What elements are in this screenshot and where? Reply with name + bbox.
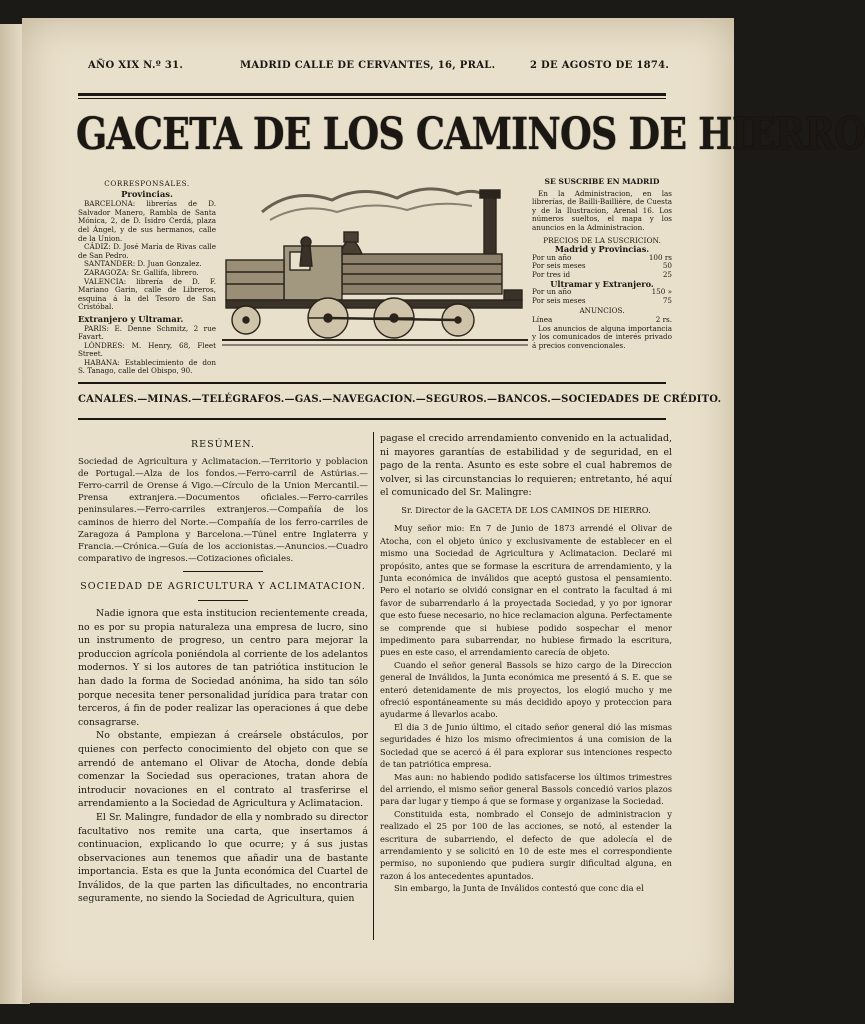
article-intro: pagase el crecido arrendamiento convenido en la actualidad, ni mayores garantías de estabilidad y de seguridad, en el pago de la renta. Asunto es este sobre el cual habremos de volver, si las circunstancias lo requieren; entretanto, hé aquí el comunicado del Sr. Malingre:	[380, 433, 672, 499]
price-row: Por seis meses 75	[532, 295, 672, 305]
letter-paragraph: Mas aun: no habiendo podido satisfacerse los últimos trimestres del arriendo, el mismo señor general Bassols concedió varios plazos para dar lugar y tiempo á que se formase y organizase la Sociedad.	[380, 771, 672, 807]
correspondents-heading: CORRESPONSALES.	[104, 179, 190, 188]
correspondents-box	[78, 180, 216, 376]
subscription-box	[532, 178, 672, 350]
letter-greeting: Sr. Director de la GACETA DE LOS CAMINOS DE HIERRO.	[401, 504, 651, 515]
article-heading: SOCIEDAD DE AGRICULTURA Y ACLIMATACION.	[80, 581, 366, 593]
topics-rule-top	[78, 382, 666, 384]
provinces-heading: Provincias.	[121, 188, 173, 199]
correspondent-entry: ZARAGOZA: Sr. Gallifa, librero.	[84, 267, 199, 277]
ads-heading: ANUNCIOS.	[579, 306, 625, 316]
resumen-text: Sociedad de Agricultura y Aclimatacion.—Territorio y poblacion de Portugal.—Alza de los fondos.—Ferro-carril de Astúrias.—Ferro-carril de Orense á Vigo.—Círculo de la Union Mercantil.—Prensa extranjera.—Documentos oficiales.—Ferro-carriles peninsulares.—Ferro-carriles extranjeros.—Compañía de los caminos de hierro del Norte.—Compañía de los ferro-carriles de Zaragoza á Pamplona y Barcelona.—Túnel entre Inglaterra y Francia.—Crónica.—Guía de los accionistas.—Anuncios.—Cuadro comparativo de ingresos.—Cotizaciones oficiales.	[78, 456, 368, 565]
price-row: Por seis meses 50	[532, 261, 672, 271]
price-row: Por un año 100 rs	[532, 252, 672, 262]
correspondent-entry: LÓNDRES: M. Henry, 68, Fleet Street.	[78, 340, 216, 359]
price-row: Por tres id 25	[532, 269, 672, 279]
correspondent-entry: HABANA: Establecimiento de don S. Tanago, calle del Obispo, 90.	[78, 357, 216, 376]
topics-line: CANALES.—MINAS.—TELÉGRAFOS.—GAS.—NAVEGACION.—SEGUROS.—BANCOS.—SOCIEDADES DE CRÉDITO.	[78, 394, 722, 405]
topics-rule-bottom	[78, 418, 666, 420]
correspondent-entry: SANTANDER: D. Juan Gonzalez.	[84, 259, 202, 269]
resumen-heading: RESÚMEN.	[191, 439, 255, 450]
subscription-text: En la Administracion, en las librerías, de Bailli-Baillière, de Cuesta y de la Ilustracion, Arenal 16. Los números sueltos, el mapa y los anuncios en la Administracion.	[532, 188, 672, 232]
issue-number: AÑO XIX N.º 31.	[88, 60, 184, 71]
abroad-prices-heading: Ultramar y Extranjero.	[550, 278, 654, 289]
column-divider	[373, 432, 374, 940]
prices-heading: PRECIOS DE LA SUSCRICION.	[543, 235, 661, 245]
madrid-prices-heading: Madrid y Provincias.	[554, 244, 650, 255]
top-rule-thin	[78, 98, 666, 99]
right-body-column	[380, 432, 672, 895]
locomotive-engraving	[222, 182, 528, 354]
correspondent-entry: VALENCIA: librería de D. F. Mariano Garin, calle de Libreros, esquina á la del Tesoro de San Cristóbal.	[78, 276, 216, 312]
left-body-column	[78, 432, 368, 906]
newspaper-title: GACETA DE LOS CAMINOS DE HIERRO	[76, 109, 865, 160]
article-paragraph: No obstante, empiezan á creársele obstáculos, por quienes con perfecto conocimiento del objeto con que se arrendó de antemano el Olivar de Atocha, donde debía comenzar la Sociedad sus operaciones, tratan ahora de introducir novaciones en el contrato al trasferirse el arrendamiento a la Sociedad de Agricultura y Aclimatacion.	[78, 730, 368, 810]
divider	[183, 571, 263, 572]
address: MADRID CALLE DE CERVANTES, 16, PRAL.	[240, 60, 496, 71]
correspondent-entry: PARIS: E. Denne Schmitz, 2 rue Favart.	[78, 323, 216, 342]
letter-paragraph: Muy señor mio: En 7 de Junio de 1873 arrendé el Olivar de Atocha, con el objeto único y exclusivamente de establecer en el mismo una Sociedad de Agricultura y Aclimatacion. Declaré mi propósito, antes que se formase la escritura de arrendamiento, y la Junta económica de inválidos que aceptó gustosa el pensamiento. Pero el notario se olvidó consignar en el contrato la facultad á mi favor de subarrendarlo á la proyectada Sociedad, y yo por ignorar que esto fuese necesario, no hice reclamacion alguna. Perfectamente se comprende que si hubiese podido sospechar el menor impedimento para subarrendar, no hubiese firmado la escritura, pues en este caso, el arrendamiento carecía de objeto.	[380, 523, 672, 658]
correspondent-entry: BARCELONA: librerías de D. Salvador Manero, Rambla de Santa Mónica, 2, de D. Isidro Cerdá, plaza del Ángel, y de sus hermanos, calle de la Union.	[78, 199, 216, 243]
top-rule	[78, 93, 666, 96]
ads-text: Los anuncios de alguna importancia y los comunicados de interés privado á precios convencionales.	[532, 323, 672, 350]
letter-paragraph: El dia 3 de Junio último, el citado señor general dió las mismas seguridades é hizo los mismo ofrecimientos á una comision de la Sociedad que se acercó á él para explorar sus intenciones respecto de tan patriótica empresa.	[380, 721, 672, 770]
letter-paragraph: Cuando el señor general Bassols se hizo cargo de la Direccion general de Inválidos, la Junta económica me presentó á S. E. que se enteró detenidamente de mis proyectos, los elogió mucho y me ofreció espontáneamente su más decidido apoyo y proteccion para ayudarme á llevarlos acabo.	[380, 659, 672, 720]
letter-paragraph: Sin embargo, la Junta de Inválidos contestó que conc dia el	[394, 883, 644, 894]
ads-price-row: Línea 2 rs.	[532, 314, 672, 324]
price-row: Por un año 150 »	[532, 287, 672, 297]
article-paragraph: El Sr. Malingre, fundador de ella y nombrado su director facultativo nos remite una carta, que insertamos á continuacion, explicando lo que ocurre; y á sus justas observaciones aun tenemos que añadir una de bastante importancia. Esta es que la Junta económica del Cuartel de Inválidos, de la que parten las dificultades, no encontraria seguramente, no siendo la Sociedad de Agricultura, quien	[78, 811, 368, 905]
article-paragraph: Nadie ignora que esta institucion recientemente creada, no es por su propia naturaleza una empresa de lucro, sino un instrumento de progreso, un centro para mejorar la produccion agrícola poniéndola al corriente de los adelantos modernos. Y si los autores de tan patriótica institucion le han dado la forma de Sociedad anónima, ha sido tan sólo porque necesita tener personalidad jurídica para tratar con terceros, á fin de poder realizar las operaciones á que debe consagrarse.	[78, 608, 368, 728]
issue-date: 2 DE AGOSTO DE 1874.	[530, 60, 670, 71]
divider	[198, 600, 248, 601]
subscription-heading: SE SUSCRIBE EN MADRID	[544, 177, 660, 186]
correspondent-entry: CÁDIZ: D. José María de Rivas calle de San Pedro.	[78, 242, 216, 260]
letter-paragraph: Constituida esta, nombrado el Consejo de administracion y realizado el 25 por 100 de las acciones, se notó, al estender la escritura de subarriendo, el defecto de que adolecía el de arrendamiento y se solicitó en 10 de este mes el correspondiente permiso, no suponiendo que pudiera surgir dificultad alguna, en razon á los antecedentes apuntados.	[380, 808, 672, 881]
abroad-correspondents-heading: Extranjero y Ultramar.	[78, 313, 184, 324]
